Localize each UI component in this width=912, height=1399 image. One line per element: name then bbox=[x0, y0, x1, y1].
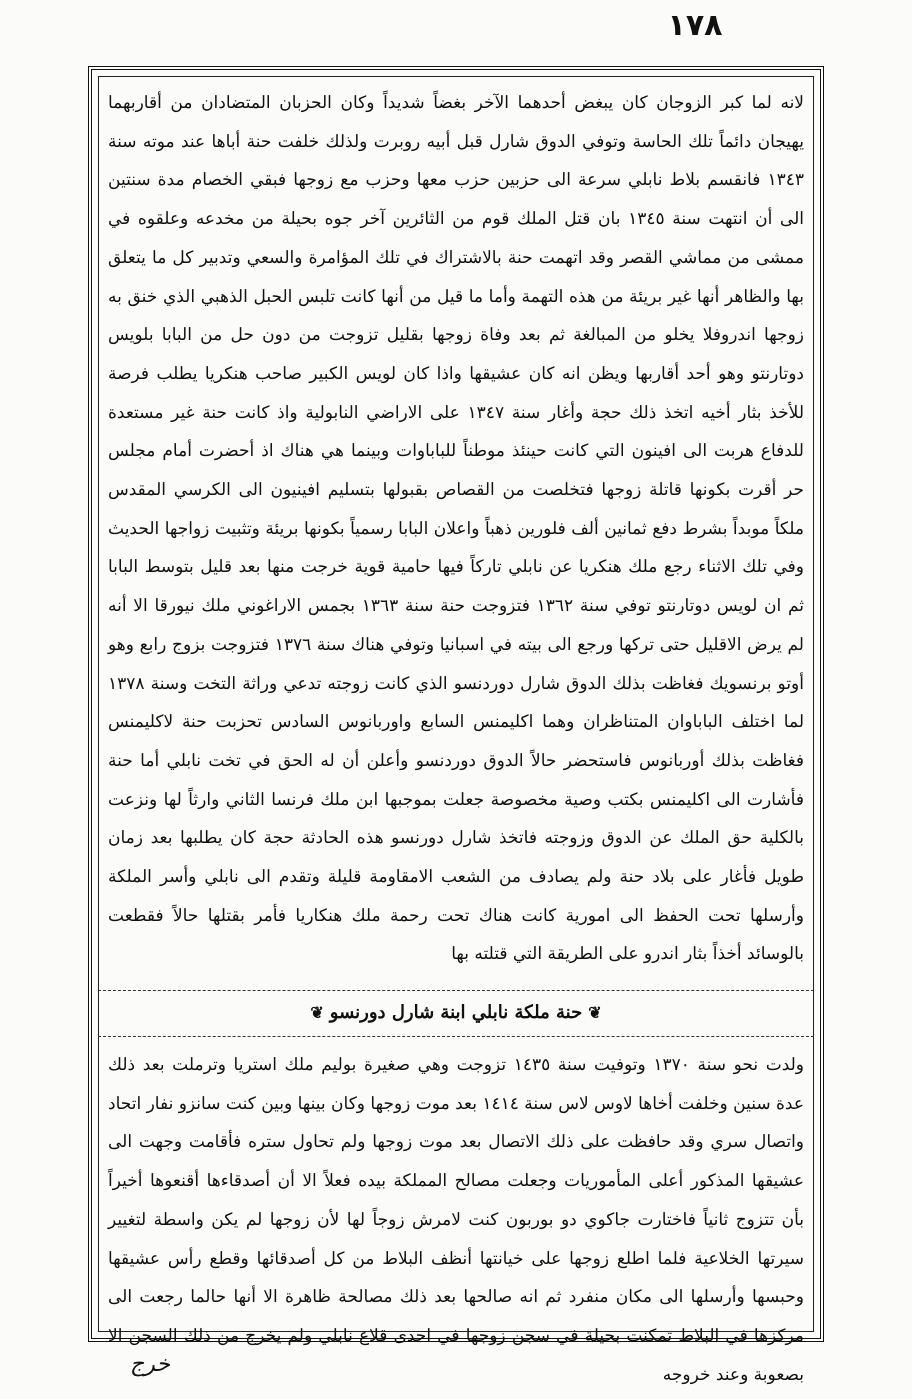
body-text-section-one bbox=[108, 84, 804, 984]
section-heading bbox=[98, 992, 814, 1034]
paragraph: لانه لما كبر الزوجان كان يبغض أحدهما الآخر بغضاً شديداً وكان الحزبان المتضادان من أقاربهما يهيجان دائماً تلك الحاسة وتوفي الدوق شارل قبل أبيه روبرت ولذلك خلفت حنة أباها عند موته سنة ١٣٤٣ فانقسم بلاط نابلي سرعة الى حزبين حزب معها وحزب مع زوجها فبقي الخصام مدة سنتين الى أن انتهت سنة ١٣٤٥ بان قتل الملك قوم من الثائرين آخر جوه بحيلة من مخدعه وعلقوه في ممشى من مماشي القصر وقد اتهمت حنة بالاشتراك في تلك المؤامرة والسعي وتدبير كل ما يتعلق بها والظاهر أنها غير بريئة من هذه التهمة وأما ما قيل من أنها كانت تلبس الحبل الذهبي الذي خنق به زوجها اندروفلا يخلو من المبالغة ثم بعد وفاة زوجها بقليل تزوجت من دون حل من البابا بلويس دوتارنتو وهو أحد أقاربها ويظن انه كان عشيقها واذا كان لويس الكبير صاحب هنكريا يطلب فرصة للأخذ بثار أخيه اتخذ ذلك حجة وأغار سنة ١٣٤٧ على الاراضي النابولية واذ كانت حنة غير مستعدة للدفاع هربت الى افينون التي كانت حينئذ موطناً للباباوات وبينما هي هناك اذ أحضرت أمام مجلس حر أقرت بكونها قاتلة زوجها فتخلصت من القصاص بقبولها بتسليم افينيون الى الكرسي المقدس ملكاً موبداً بشرط دفع ثمانين ألف فلورين ذهباً واعلان البابا رسمياً بكونها بريئة وتثبيت زواجها الحديث وفي تلك الاثناء رجع ملك هنكريا عن نابلي تاركاً فيها حامية قوية خرجت منها بعد قليل بتوسط البابا ثم ان لويس دوتارنتو توفي سنة ١٣٦٢ فتزوجت حنة سنة ١٣٦٣ بجمس الاراغوني ملك نيورقا الا أنه لم يرض الاقليل حتى تركها ورجع الى بيته في اسبانيا وتوفي هناك سنة ١٣٧٦ فتزوجت بزوج رابع وهو أوتو برنسويك فغاظت بذلك الدوق شارل دوردنسو الذي كانت زوجته تدعي وراثة التخت وسنة ١٣٧٨ لما اختلف الباباوان المتناظران وهما اكليمنس السابع واوربانوس السادس تحزبت حنة لاكليمنس فغاظت بذلك أوربانوس فاستحضر حالاً الدوق دوردنسو وأعلن أن له الحق في تخت نابلي أما حنة فأشارت الى اكليمنس بكتب وصية مخصوصة جعلت بموجبها ابن ملك فرنسا الثاني وارثاً لها ونزعت بالكلية حق الملك عن الدوق وزوجته فاتخذ شارل دورنسو هذه الحادثة حجة كان يطلبها بعد زمان طويل فأغار على بلاد حنة ولم يصادف من الشعب الامقاومة قليلة وتقدم الى نابلي وأسر الملكة وأرسلها تحت الحفظ الى امورية كانت هناك تحت رحمة ملك هنكاريا فأمر بقتلها حالاً فقطعت بالوسائد أخذاً بثار اندرو على الطريقة التي قتلته بها bbox=[108, 93, 805, 965]
section-divider-bottom bbox=[98, 1036, 814, 1037]
section-divider-top bbox=[98, 990, 814, 991]
ornament-left-icon: ❦ bbox=[310, 1003, 324, 1022]
ornament-right-icon: ❦ bbox=[588, 1003, 602, 1022]
section-heading-text: حنة ملكة نابلي ابنة شارل دورنسو bbox=[329, 1002, 583, 1023]
page-frame bbox=[88, 66, 824, 1385]
paragraph: ولدت نحو سنة ١٣٧٠ وتوفيت سنة ١٤٣٥ تزوجت وهي صغيرة بوليم ملك استريا وترملت بعد ذلك عدة سنين وخلفت أخاها لاوس لاس سنة ١٤١٤ بعد موت زوجها وكان بينها وبين كنت سانزو نفار اتحاد واتصال سري وقد حافظت على ذلك الاتصال بعد موت زوجها ولم تحاول ستره فأقامت وجهت الى عشيقها المذكور أعلى المأموريات وجعلت مصالح المملكة بيده فعلاً الا أن أصدقاءها أقنعوها أخيراً بأن تتزوج ثانياً فاختارت جاكوي دو بوربون كنت لامرش زوجاً لها لأن زوجها لم يكن واسطة لتغيير سيرتها الخلاعية فلما اطلع زوجها على خيانتها أنظف البلاط من كل أصدقائها وقطع رأس عشيقها وحبسها وأرسلها الى مكان منفرد ثم انه صالحها بعد ذلك مصالحة ظاهرة الا أنها حالما رجعت الى مركزها في البلاط تمكنت بحيلة في سجن زوجها في احدى قلاع نابلي ولم يخرج من ذلك السجن الا بصعوبة وعند خروجه bbox=[108, 1055, 805, 1385]
page-number: ١٧٨ bbox=[667, 8, 723, 43]
body-text-section-two bbox=[108, 1046, 805, 1385]
catchword: خرج bbox=[130, 1352, 170, 1377]
